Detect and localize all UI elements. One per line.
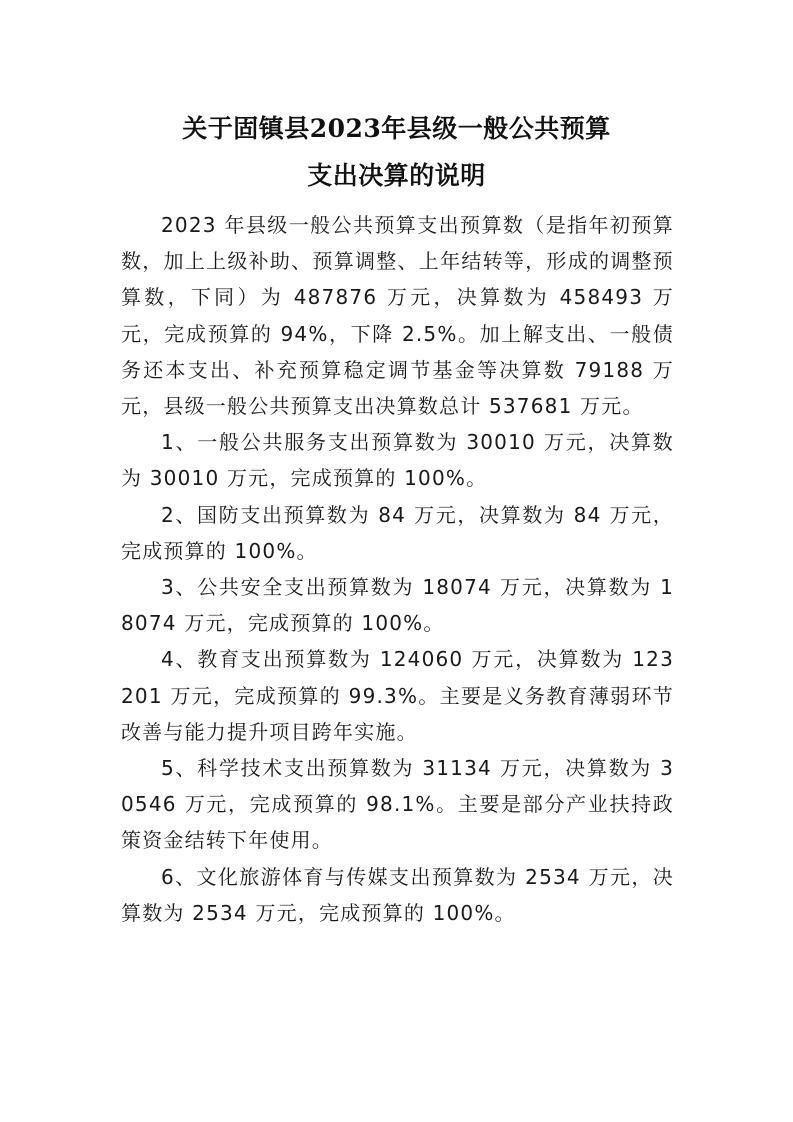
- document-body: [121, 207, 674, 931]
- paragraph-summary: 2023 年县级一般公共预算支出预算数（是指年初预算数，加上上级补助、预算调整、上年结转等，形成的调整预算数，下同）为 487876 万元，决算数为 458493 万元，完成预算的 94%，下降 2.5%。加上解支出、一般债务还本支出、补充预算稳定调节基金等决算数 79188 万元，县级一般公共预算支出决算数总计 537681 万元。: [121, 213, 674, 419]
- document-title-line-2: 支出决算的说明: [307, 161, 486, 190]
- paragraph-item-5: 5、科学技术支出预算数为 31134 万元，决算数为 30546 万元，完成预算的 98.1%。主要是部分产业扶持政策资金结转下年使用。: [121, 756, 674, 853]
- document-title-line-1: 关于固镇县2023年县级一般公共预算: [182, 114, 611, 143]
- paragraph-item-4: 4、教育支出预算数为 124060 万元，决算数为 123201 万元，完成预算的 99.3%。主要是义务教育薄弱环节改善与能力提升项目跨年实施。: [121, 647, 674, 744]
- paragraph-item-6: 6、文化旅游体育与传媒支出预算数为 2534 万元，决算数为 2534 万元，完成预算的 100%。: [121, 864, 674, 925]
- paragraph-item-2: 2、国防支出预算数为 84 万元，决算数为 84 万元，完成预算的 100%。: [121, 502, 674, 563]
- paragraph-item-3: 3、公共安全支出预算数为 18074 万元，决算数为 18074 万元，完成预算的 100%。: [121, 575, 674, 636]
- paragraph-item-1: 1、一般公共服务支出预算数为 30010 万元，决算数为 30010 万元，完成预算的 100%。: [121, 430, 674, 491]
